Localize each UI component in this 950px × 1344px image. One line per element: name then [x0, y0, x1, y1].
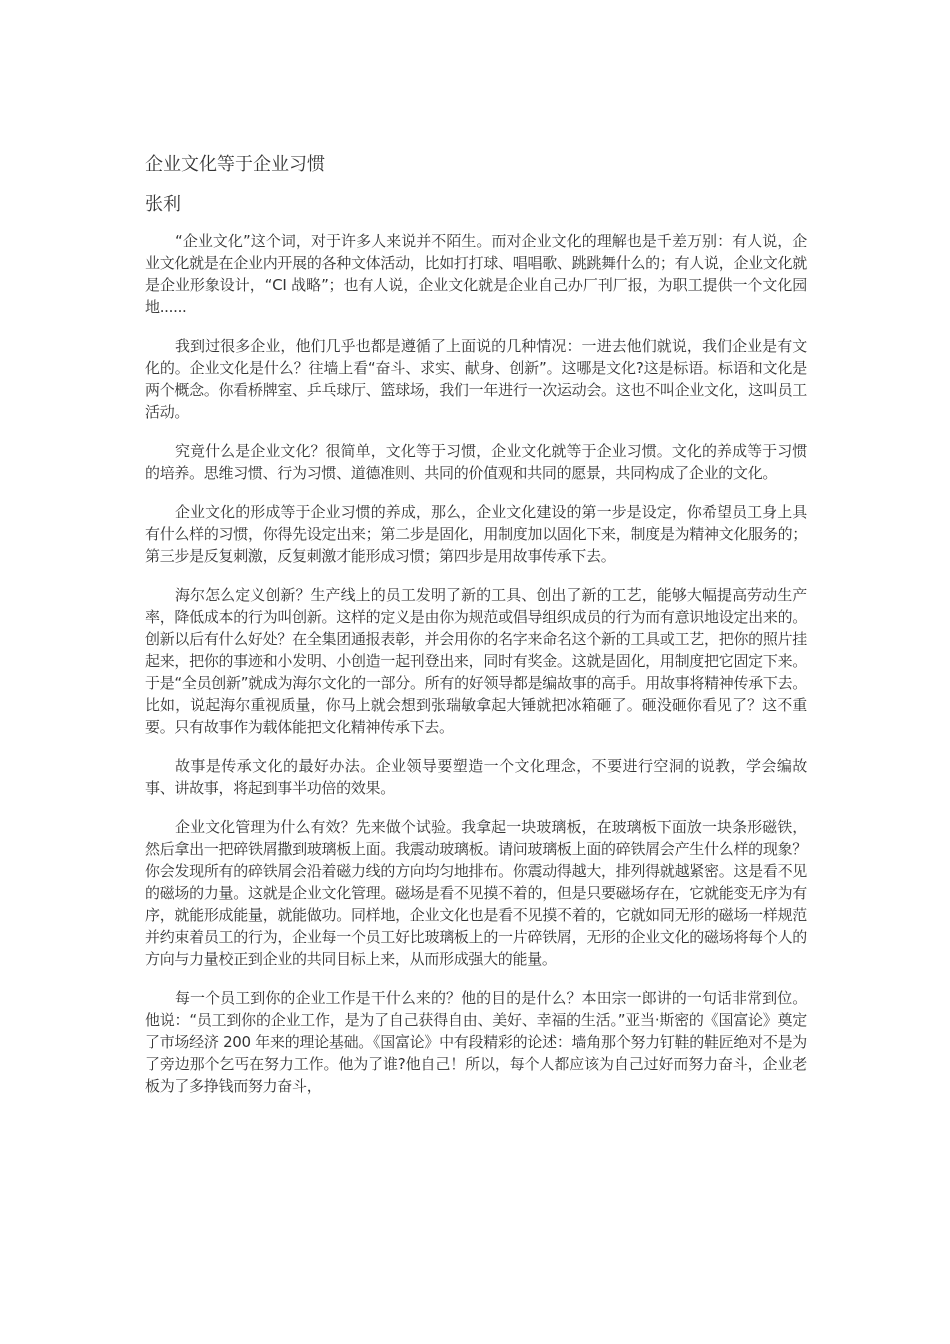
paragraph: 企业文化的形成等于企业习惯的养成，那么，企业文化建设的第一步是设定，你希望员工身上具有什么样的习惯，你得先设定出来；第二步是固化，用制度加以固化下来，制度是为精神文化服务的；第三步是反复刺激，反复刺激才能形成习惯；第四步是用故事传承下去。 — [145, 503, 807, 565]
document-author: 张利 — [145, 194, 181, 215]
paragraph: 故事是传承文化的最好办法。企业领导要塑造一个文化理念，不要进行空洞的说教，学会编故事、讲故事，将起到事半功倍的效果。 — [145, 757, 807, 797]
paragraph: 企业文化管理为什么有效？先来做个试验。我拿起一块玻璃板，在玻璃板下面放一块条形磁铁，然后拿出一把碎铁屑撒到玻璃板上面。我震动玻璃板。请问玻璃板上面的碎铁屑会产生什么样的现象？你会发现所有的碎铁屑会沿着磁力线的方向均匀地排布。你震动得越大，排列得就越紧密。这是看不见的磁场的力量。这就是企业文化管理。磁场是看不见摸不着的，但是只要磁场存在，它就能变无序为有序，就能形成能量，就能做功。同样地，企业文化也是看不见摸不着的，它就如同无形的磁场一样规范并约束着员工的行为，企业每一个员工好比玻璃板上的一片碎铁屑，无形的企业文化的磁场将每个人的方向与力量校正到企业的共同目标上来，从而形成强大的能量。 — [145, 818, 807, 968]
document-page — [145, 152, 807, 1114]
document-title: 企业文化等于企业习惯 — [145, 154, 325, 175]
paragraph: 海尔怎么定义创新？生产线上的员工发明了新的工具、创出了新的工艺，能够大幅提高劳动生产率，降低成本的行为叫创新。这样的定义是由你为规范或倡导组织成员的行为而有意识地设定出来的。创新以后有什么好处？在全集团通报表彰，并会用你的名字来命名这个新的工具或工艺，把你的照片挂起来，把你的事迹和小发明、小创造一起刊登出来，同时有奖金。这就是固化，用制度把它固定下来。于是“全员创新”就成为海尔文化的一部分。所有的好领导都是编故事的高手。用故事将精神传承下去。比如，说起海尔重视质量，你马上就会想到张瑞敏拿起大锤就把冰箱砸了。砸没砸你看见了？这不重要。只有故事作为载体能把文化精神传承下去。 — [145, 586, 807, 736]
paragraph: “企业文化”这个词，对于许多人来说并不陌生。而对企业文化的理解也是千差万别：有人说，企业文化就是在企业内开展的各种文体活动，比如打打球、唱唱歌、跳跳舞什么的；有人说，企业文化就是企业形象设计，“CI 战略”；也有人说，企业文化就是企业自己办厂刊厂报，为职工提供一个文化园地...... — [145, 232, 807, 316]
paragraph: 究竟什么是企业文化？很简单，文化等于习惯，企业文化就等于企业习惯。文化的养成等于习惯的培养。思维习惯、行为习惯、道德准则、共同的价值观和共同的愿景，共同构成了企业的文化。 — [145, 442, 807, 482]
paragraph: 每一个员工到你的企业工作是干什么来的？他的目的是什么？本田宗一郎讲的一句话非常到位。他说：“员工到你的企业工作，是为了自己获得自由、美好、幸福的生活。”亚当·斯密的《国富论》奠定了市场经济 200 年来的理论基础。《国富论》中有段精彩的论述：墙角那个努力钉鞋的鞋匠绝对不是为了旁边那个乞丐在努力工作。他为了谁?他自己！所以，每个人都应该为自己过好而努力奋斗，企业老板为了多挣钱而努力奋斗， — [145, 989, 807, 1095]
paragraph: 我到过很多企业，他们几乎也都是遵循了上面说的几种情况：一进去他们就说，我们企业是有文化的。企业文化是什么？往墙上看“奋斗、求实、献身、创新”。这哪是文化?这是标语。标语和文化是两个概念。你看桥牌室、乒乓球厅、篮球场，我们一年进行一次运动会。这也不叫企业文化，这叫员工活动。 — [145, 337, 807, 421]
